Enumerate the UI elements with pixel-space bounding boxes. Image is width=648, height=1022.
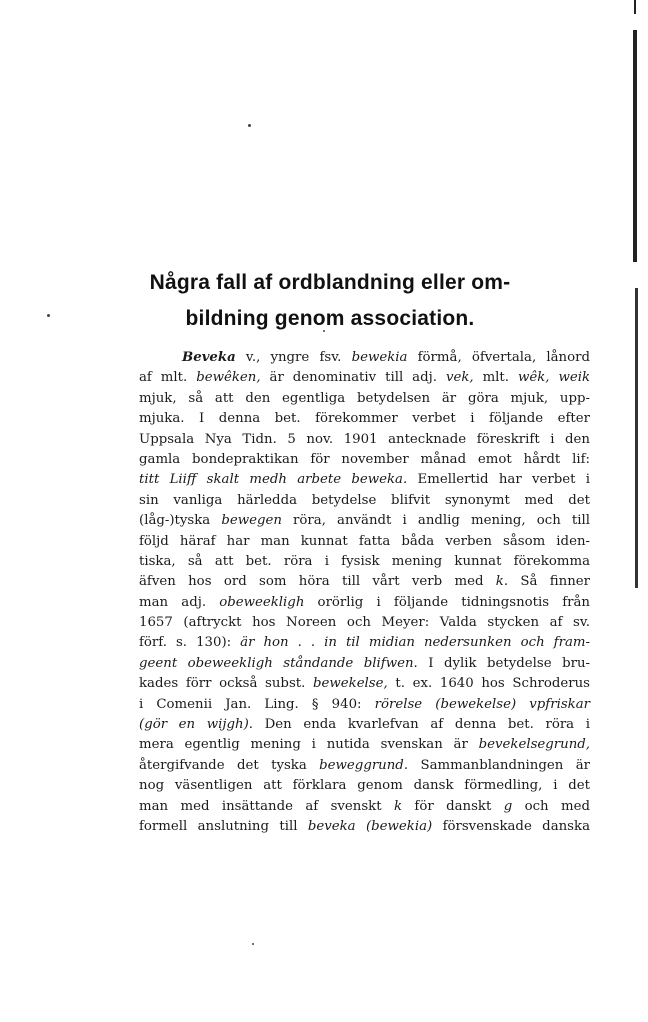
text-run: Så finner — [508, 574, 590, 590]
text-run: förf. s. 130): — [139, 635, 241, 651]
italic-term: geent obeweekligh ståndande blifwen. — [139, 655, 418, 671]
text-run: v., yngre fsv. — [235, 350, 352, 365]
text-run: äfven hos ord som höra till vårt verb med — [139, 574, 496, 590]
text-line — [139, 797, 590, 817]
italic-term: obeweekligh — [219, 594, 305, 610]
text-run: mjuk, så att den egentliga betydelsen är göra mjuk, upp- — [139, 390, 590, 406]
text-run: tiska, så att bet. röra i fysisk mening kunnat förekomma — [139, 553, 590, 569]
italic-term: titt Liiff skalt medh arbete beweka. — [139, 472, 408, 488]
italic-term: beweggrund. — [319, 757, 409, 773]
dust-speck — [252, 943, 254, 945]
italic-term: vek, — [445, 370, 474, 386]
text-run: försvenskade danska — [432, 818, 590, 834]
title-line-2: bildning genom association. — [185, 307, 475, 330]
text-line — [139, 470, 590, 490]
text-line — [139, 389, 590, 409]
text-run: t. ex. 1640 hos Schroderus — [387, 676, 590, 692]
text-line — [139, 572, 590, 592]
text-line — [139, 552, 590, 572]
text-run: formell anslutning till — [139, 818, 308, 834]
text-line — [139, 735, 590, 755]
text-run: är denominativ till adj. — [260, 370, 446, 386]
text-line — [139, 715, 590, 735]
italic-term: bevekelsegrund, — [478, 737, 590, 753]
text-line — [139, 817, 590, 837]
italic-term: är hon . . in til midian nedersunken och fram- — [240, 635, 590, 651]
text-run: Uppsala Nya Tidn. 5 nov. 1901 antecknade föreskrift i den — [139, 431, 590, 447]
article-title — [120, 265, 540, 337]
text-run: Sammanblandningen är — [408, 757, 590, 773]
text-line — [139, 674, 590, 694]
page-edge-shadow-lower — [635, 288, 638, 588]
text-run: och med — [512, 798, 590, 814]
text-run: återgifvande det tyska — [139, 757, 320, 773]
text-run: (låg-)tyska — [139, 513, 222, 529]
text-run: för danskt — [402, 798, 504, 814]
text-run: af mlt. — [139, 370, 197, 386]
text-line — [139, 756, 590, 776]
dust-speck — [47, 314, 50, 317]
text-line — [139, 450, 590, 470]
italic-term: beveka (bewekia) — [307, 818, 433, 834]
text-run: sin vanliga härledda betydelse blifvit synonymt med det — [139, 492, 590, 508]
text-run: röra, användt i andlig mening, och till — [281, 513, 591, 529]
italic-term: rörelse (bewekelse) vpfriskar — [374, 696, 590, 712]
text-line — [139, 654, 590, 674]
text-run: mlt. — [473, 370, 518, 386]
text-run: gamla bondepraktikan för november månad emot hårdt lif: — [139, 451, 590, 467]
text-run: man med insättande af svenskt — [139, 798, 394, 814]
text-run: Den enda kvarlefvan af denna bet. röra i — [253, 717, 590, 733]
text-line — [139, 613, 590, 633]
italic-term: bewekia — [351, 350, 408, 365]
italic-term: wêk, weik — [517, 370, 591, 386]
text-run: förmå, öfvertala, lånord — [407, 350, 590, 365]
text-line — [139, 430, 590, 450]
text-line — [139, 532, 590, 552]
text-run: 1657 (aftryckt hos Noreen och Meyer: Valda stycken af sv. — [139, 615, 590, 631]
text-run: Emellertid har verbet i — [407, 472, 590, 488]
text-run: följd häraf har man kunnat fatta båda verben såsom iden- — [139, 533, 590, 549]
text-line — [139, 348, 590, 368]
page-edge-shadow — [633, 30, 637, 262]
text-run: i Comenii Jan. Ling. § 940: — [139, 696, 375, 712]
text-run: I dylik betydelse bru- — [417, 655, 590, 671]
headword: Beveka — [182, 350, 236, 365]
italic-term: g — [503, 798, 513, 814]
text-run: mera egentlig mening i nutida svenskan är — [139, 737, 479, 753]
page-edge-shadow-top — [634, 0, 636, 14]
text-line — [139, 776, 590, 796]
text-line — [139, 633, 590, 653]
text-line — [139, 368, 590, 388]
italic-term: bewêken, — [196, 370, 261, 386]
text-line — [139, 511, 590, 531]
italic-term: bewekelse, — [313, 676, 388, 692]
text-run: mjuka. I denna bet. förekommer verbet i följande efter — [139, 411, 590, 427]
title-line-1: Några fall af ordblandning eller om- — [149, 271, 511, 294]
italic-term: k — [393, 798, 403, 814]
text-line — [139, 409, 590, 429]
dust-speck — [248, 124, 251, 127]
text-run: orörlig i följande tidningsnotis från — [304, 594, 590, 610]
text-run: kades förr också subst. — [139, 676, 313, 692]
text-line — [139, 695, 590, 715]
text-run: nog väsentligen att förklara genom dansk förmedling, i det — [139, 778, 590, 794]
article-body — [139, 348, 590, 837]
text-run: man adj. — [139, 594, 220, 610]
italic-term: k. — [495, 574, 509, 590]
italic-term: (gör en wijgh). — [139, 717, 253, 733]
italic-term: bewegen — [221, 513, 282, 529]
text-line — [139, 491, 590, 511]
text-line — [139, 593, 590, 613]
